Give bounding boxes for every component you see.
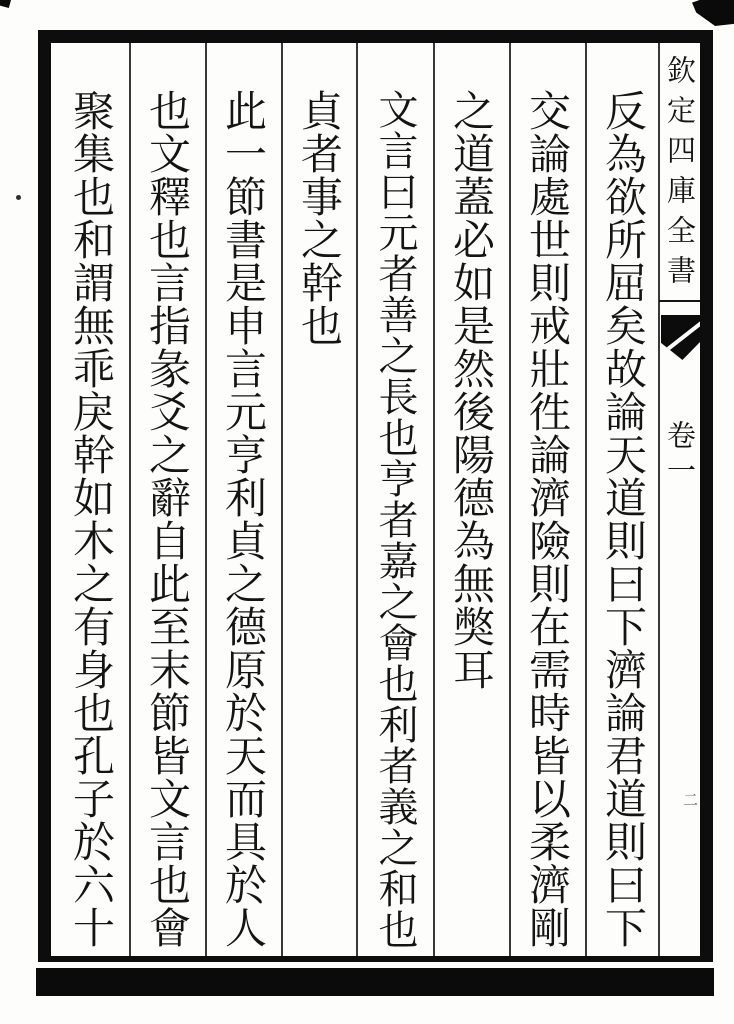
column-rule <box>205 43 207 956</box>
banxin-title: 欽定四庫全書 <box>663 55 697 295</box>
text-column-1: 反為欲所屈矣故論天道則曰下濟論君道則曰下 <box>599 89 648 949</box>
text-column-5: 貞者事之幹也 <box>295 89 344 347</box>
page-number: 二 <box>681 792 699 810</box>
column-rule <box>585 43 587 956</box>
text-column-8: 聚集也和謂無乖戾幹如木之有身也孔子於六十 <box>67 89 116 949</box>
text-column-3: 之道蓋必如是然後陽德為無獘耳 <box>447 89 496 691</box>
scan-speck <box>16 195 21 200</box>
banxin-box-line <box>659 300 700 302</box>
column-rule <box>433 43 435 956</box>
text-column-7: 也文釋也言指彖爻之辭自此至末節皆文言也會 <box>143 89 192 949</box>
column-rule <box>129 43 131 956</box>
column-rule <box>658 43 660 956</box>
column-rule <box>356 43 358 956</box>
text-column-4: 文言曰元者善之長也亨者嘉之會也利者義之和也 <box>372 89 418 950</box>
scan-artifact-top-right <box>692 0 734 26</box>
page-bottom-band <box>36 968 714 996</box>
text-column-6: 此一節書是申言元亨利貞之德原於天而具於人 <box>219 89 268 949</box>
column-rule <box>281 43 283 956</box>
volume-label: 卷一 <box>663 420 697 490</box>
text-column-2: 交論處世則戒壯徃論濟險則在需時皆以柔濟剛 <box>523 89 572 949</box>
column-rule <box>509 43 511 956</box>
scan-artifact-top-left <box>0 0 11 8</box>
